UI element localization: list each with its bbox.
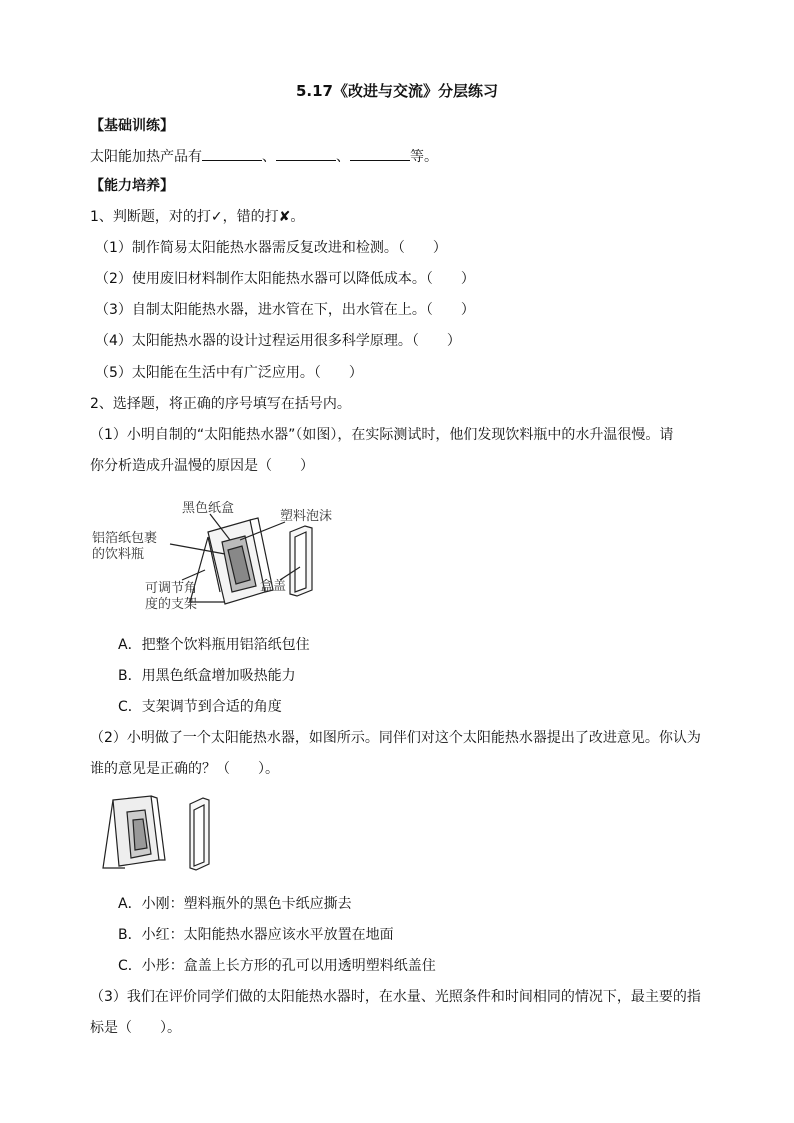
q2-2-text-line2: 谁的意见是正确的？（ ）。 <box>90 761 279 777</box>
q2-2-option-c[interactable]: C．小彤：盒盖上长方形的孔可以用透明塑料纸盖住 <box>118 958 436 974</box>
fill-separator: 、 <box>336 149 350 165</box>
q1-stem: 1、判断题，对的打✓，错的打✘。 <box>90 209 305 225</box>
q1-item: （2）使用废旧材料制作太阳能热水器可以降低成本。（ ） <box>95 271 475 287</box>
answer-blank-3[interactable] <box>350 146 410 161</box>
q2-stem: 2、选择题，将正确的序号填写在括号内。 <box>90 396 351 412</box>
q1-item: （1）制作简易太阳能热水器需反复改进和检测。（ ） <box>95 240 447 256</box>
fill-separator: 、 <box>262 149 276 165</box>
q2-1-text-line2: 你分析造成升温慢的原因是（ ） <box>90 458 314 474</box>
q2-3-text-line2: 标是（ ）。 <box>90 1020 181 1036</box>
section-basic-training: 【基础训练】 <box>90 118 174 134</box>
label-stand-line1: 可调节角 <box>145 581 198 596</box>
label-foil-line1: 铝箔纸包裹 <box>92 531 158 546</box>
label-foil-line2: 的饮料瓶 <box>92 547 145 562</box>
q1-item: （4）太阳能热水器的设计过程运用很多科学原理。（ ） <box>95 333 461 349</box>
label-lid: 盒盖 <box>260 579 287 594</box>
fill-prefix: 太阳能加热产品有 <box>90 149 202 165</box>
q2-2-text-line1: （2）小明做了一个太阳能热水器，如图所示。同伴们对这个太阳能热水器提出了改进意见。你认为 <box>90 730 701 746</box>
q2-1-text-line1: （1）小明自制的“太阳能热水器”（如图），在实际测试时，他们发现饮料瓶中的水升温很慢。请 <box>90 427 674 443</box>
solar-heater-figure-1 <box>90 492 390 622</box>
q2-3-text-line1: （3）我们在评价同学们做的太阳能热水器时，在水量、光照条件和时间相同的情况下，最主要的指 <box>90 989 701 1005</box>
q2-1-option-c[interactable]: C．支架调节到合适的角度 <box>118 699 282 715</box>
answer-blank-2[interactable] <box>276 146 336 161</box>
q2-1-option-a[interactable]: A．把整个饮料瓶用铝箔纸包住 <box>118 637 310 653</box>
section-ability: 【能力培养】 <box>90 178 174 194</box>
solar-heater-figure-2 <box>95 790 235 880</box>
q1-item: （3）自制太阳能热水器，进水管在下，出水管在上。（ ） <box>95 302 475 318</box>
q2-2-option-b[interactable]: B．小红：太阳能热水器应该水平放置在地面 <box>118 927 394 943</box>
fill-in-question <box>90 146 438 167</box>
q1-item: （5）太阳能在生活中有广泛应用。（ ） <box>95 365 363 381</box>
label-black-box: 黑色纸盒 <box>182 501 235 516</box>
q2-1-option-b[interactable]: B．用黑色纸盒增加吸热能力 <box>118 668 296 684</box>
q2-2-option-a[interactable]: A．小刚：塑料瓶外的黑色卡纸应撕去 <box>118 896 352 912</box>
label-stand-line2: 度的支架 <box>145 597 198 612</box>
answer-blank-1[interactable] <box>202 146 262 161</box>
label-foam: 塑料泡沫 <box>280 509 333 524</box>
page-title: 5.17《改进与交流》分层练习 <box>295 82 498 100</box>
fill-suffix: 等。 <box>410 149 438 165</box>
